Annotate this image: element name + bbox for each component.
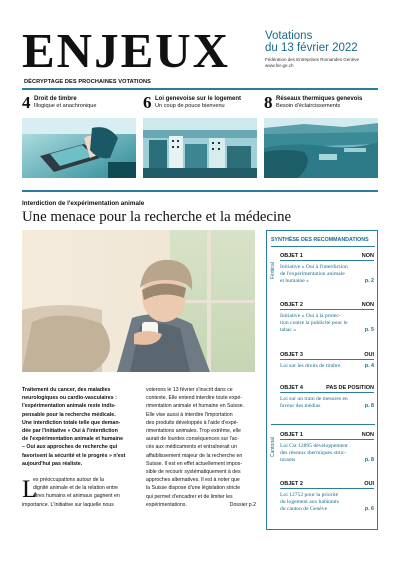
- object-name: OBJET 2: [280, 302, 303, 308]
- body-line: êtres humains et animaux gagnent en: [33, 493, 120, 500]
- article-body-col1: [22, 476, 139, 509]
- teaser-subtitle: Illogique et anachronique: [34, 103, 97, 109]
- recommendation-federal-3[interactable]: [280, 352, 374, 370]
- object-desc: Loi sur les droits de timbre: [280, 363, 341, 369]
- body-line: des produits développés à l'aide d'expé-: [146, 419, 239, 426]
- issue-title: Votations: [265, 30, 313, 42]
- article-photo-patient: [22, 230, 255, 372]
- lead-line: – Oui aux approches de recherche qui: [22, 444, 118, 451]
- cantonal-label: Cantonal: [270, 436, 276, 457]
- object-desc: turants: [280, 456, 296, 463]
- body-line: sible de recourir systématiquement à des: [146, 469, 241, 476]
- recommendation-federal-4[interactable]: [280, 385, 374, 410]
- article-lead: [22, 386, 139, 468]
- object-desc: des réseaux thermiques struc-: [280, 449, 347, 456]
- page-ref: p. 2: [364, 277, 374, 284]
- body-line: importance. L'initiative sur laquelle nous: [22, 501, 114, 508]
- lead-line: favorisent la sécurité et le progrès » n'est: [22, 452, 126, 459]
- teaser-image-laptop: [22, 118, 136, 178]
- teaser-thermal-networks[interactable]: [264, 95, 378, 183]
- lead-line: Traitement du cancer, des maladies: [22, 387, 111, 393]
- vote-recommendation: NON: [361, 432, 374, 438]
- body-line: cès aux médicaments et entraînerait un: [146, 444, 237, 451]
- object-name: OBJET 3: [280, 352, 303, 358]
- body-line: rimentation animale et humaine en Suisse.: [146, 403, 245, 410]
- object-desc: Initiative « Oui à l'interdiction: [280, 264, 348, 270]
- teaser-title: Loi genevoise sur le logement: [155, 96, 242, 102]
- recommendation-cantonal-1[interactable]: [280, 432, 374, 463]
- lead-line: Une interdiction totale telle que deman-: [22, 419, 121, 426]
- recommendation-federal-2[interactable]: [280, 302, 374, 333]
- logo: ENJEUX: [22, 23, 231, 78]
- body-line: aurait de lourdes conséquences sur l'ac-: [146, 436, 239, 443]
- article-headline: Une menace pour la recherche et la médecine: [22, 209, 292, 225]
- vote-recommendation: OUI: [364, 352, 374, 358]
- teaser-subtitle: Un coup de pouce bienvenu: [155, 103, 225, 109]
- object-desc: Initiative « Oui à la protec-: [280, 313, 341, 319]
- recommendations-sidebar: [266, 230, 378, 530]
- object-desc: de l'expérimentation animale: [280, 270, 345, 277]
- teaser-title: Droit de timbre: [34, 96, 77, 102]
- vote-recommendation: OUI: [364, 481, 374, 487]
- body-line: expérimentations.: [146, 501, 187, 508]
- page-ref: p. 8: [364, 456, 374, 463]
- body-line: qui permet d'encadrer et de limiter les: [146, 493, 233, 500]
- teaser-title: Réseaux thermiques genevois: [276, 96, 363, 102]
- teaser-housing-law[interactable]: [143, 95, 257, 183]
- object-desc: Loi 12752 pour la priorité: [280, 492, 339, 498]
- teaser-subtitle: Besoin d'éclaircissements: [276, 103, 341, 109]
- masthead: [22, 23, 382, 85]
- recommendation-federal-1[interactable]: [280, 253, 374, 284]
- page-ref: p. 4: [364, 363, 374, 369]
- object-desc: et humaine »: [280, 277, 309, 284]
- teaser-image-city: [143, 118, 257, 178]
- vote-recommendation: NON: [361, 302, 374, 308]
- object-desc: faveur des médias: [280, 402, 321, 409]
- section-divider: [22, 190, 378, 192]
- teaser-image-lake: [264, 118, 378, 178]
- recommendation-cantonal-2[interactable]: [280, 481, 374, 512]
- body-line: Suisse. Il est en effet actuellement impos-: [146, 460, 242, 467]
- object-desc: tion contre la publicité pour le: [280, 319, 348, 326]
- object-name: OBJET 2: [280, 481, 303, 487]
- body-line: affaiblissement majeur de la recherche en: [146, 452, 243, 459]
- article-body-col2: [146, 386, 260, 509]
- page-ref: p. 8: [364, 402, 374, 409]
- body-line: dignité animale et de la relation entre: [33, 485, 119, 492]
- teaser-page-number: 8: [264, 93, 273, 112]
- federal-cantonal-divider: [271, 424, 375, 425]
- page-ref: p. 5: [364, 326, 374, 333]
- vote-recommendation: PAS DE POSITION: [326, 385, 374, 391]
- article-kicker: Interdiction de l'expérimentation animale: [22, 200, 145, 207]
- drop-cap: L: [22, 476, 38, 503]
- lead-line: neurologiques ou cardio-vasculaires :: [22, 395, 117, 402]
- lead-line: pensable pour la recherche médicale.: [22, 411, 116, 418]
- top-divider: [22, 88, 378, 90]
- object-name: OBJET 1: [280, 253, 303, 259]
- body-last-line: [146, 501, 256, 509]
- continued-link[interactable]: Dossier p.2: [229, 501, 256, 508]
- website-link[interactable]: www.fer-ge.ch: [265, 62, 294, 68]
- object-desc: Loi Cst 12895 développement: [280, 443, 348, 449]
- object-name: OBJET 4: [280, 385, 303, 391]
- body-line: contexte. Elle entend interdire toute expé-: [146, 395, 243, 402]
- object-desc: du logement aux habitants: [280, 498, 339, 505]
- lead-line: l'expérimentation animale reste indis-: [22, 403, 116, 410]
- lead-line: de l'expérimentation animale et humaine: [22, 436, 124, 443]
- teaser-stamp-duty[interactable]: [22, 95, 136, 183]
- body-line: voterons le 13 février s'inscrit dans ce: [146, 387, 233, 393]
- object-desc: du canton de Genève: [280, 505, 328, 512]
- body-line: la Suisse dispose d'une législation stricte: [146, 485, 241, 492]
- lead-line: aujourd'hui pas réaliste.: [22, 460, 83, 467]
- teaser-page-number: 6: [143, 93, 152, 112]
- teaser-page-number: 4: [22, 93, 31, 112]
- object-desc: tabac »: [280, 326, 296, 333]
- lead-line: dée par l'initiative « Oui à l'interdiction: [22, 428, 118, 435]
- sidebar-divider: [271, 246, 375, 247]
- tagline: DÉCRYPTAGE DES PROCHAINES VOTATIONS: [24, 79, 151, 85]
- page-ref: p. 6: [364, 505, 374, 512]
- sidebar-title: SYNTHÈSE DES RECOMMANDATIONS: [271, 237, 369, 243]
- body-line: es préoccupations autour de la: [33, 477, 104, 483]
- vote-recommendation: NON: [361, 253, 374, 259]
- teaser-row: [22, 95, 378, 183]
- object-desc: Loi sur un train de mesures en: [280, 396, 348, 402]
- federal-label: Fédéral: [270, 262, 276, 279]
- issue-date: du 13 février 2022: [265, 42, 358, 54]
- publisher: Fédération des Entreprises Romandes Genève: [265, 57, 360, 62]
- object-name: OBJET 1: [280, 432, 303, 438]
- body-line: rimentations animales. Trop extrême, elle: [146, 428, 241, 435]
- issue-info: [265, 30, 359, 68]
- body-line: approches alternatives. Il est à noter que: [146, 477, 240, 484]
- body-line: Elle vise aussi à interdire l'importation: [146, 411, 233, 418]
